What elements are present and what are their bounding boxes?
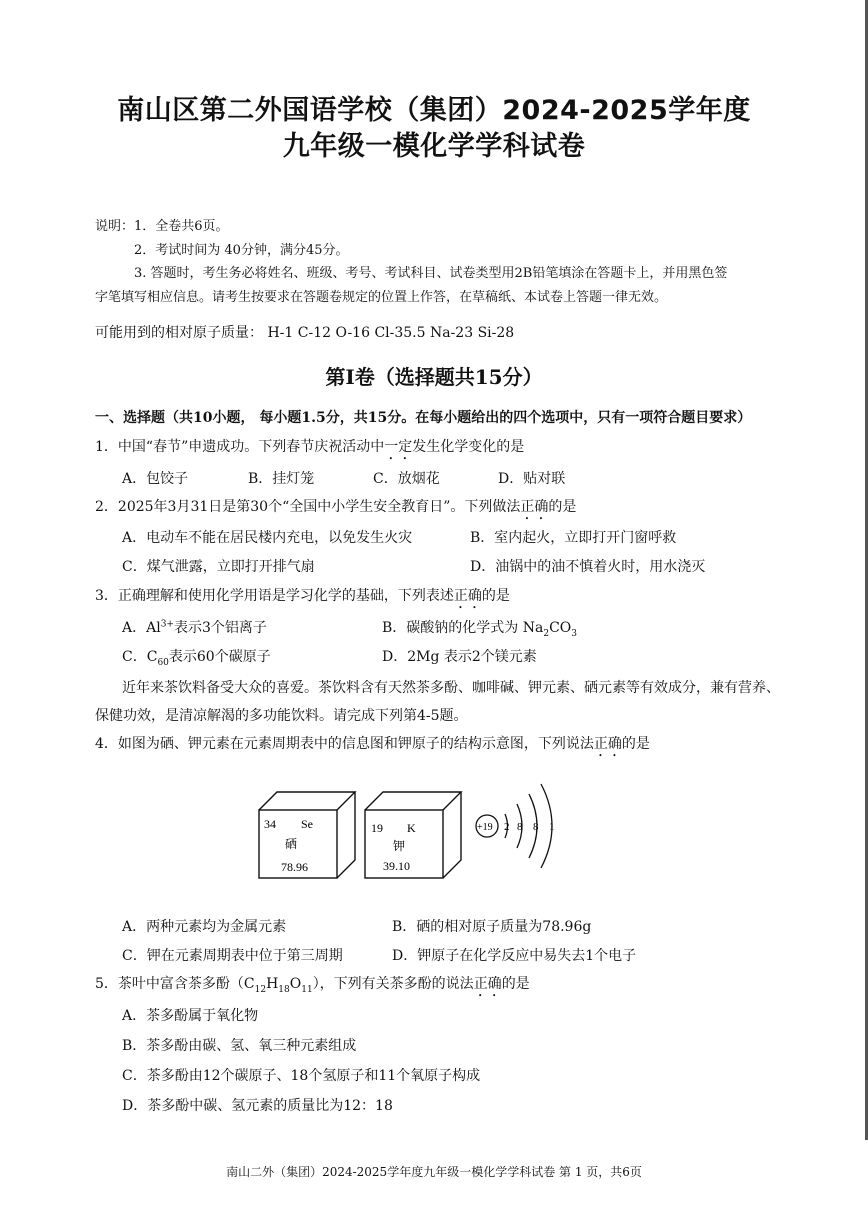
question-1-option-b: B．挂灯笼 bbox=[248, 471, 315, 487]
potassium-cell bbox=[365, 792, 461, 878]
note-2: 2．考试时间为 40分钟，满分45分。 bbox=[134, 243, 349, 258]
k-symbol: K bbox=[407, 821, 416, 835]
question-3-option-d: D．2Mg 表示2个镁元素 bbox=[382, 649, 537, 665]
passage-line-1: 近年来茶饮料备受大众的喜爱。茶饮料含有天然茶多酚、咖啡碱、钾元素、硒元素等有效成分，兼有营养、 bbox=[122, 680, 780, 696]
note-3b: 字笔填写相应信息。请考生按要求在答题卷规定的位置上作答，在草稿纸、本试卷上答题一律无效。 bbox=[95, 290, 668, 305]
question-4-option-c: C．钾在元素周期表中位于第三周期 bbox=[122, 948, 343, 964]
shell-3-electrons: 8 bbox=[533, 821, 539, 833]
question-3-option-a: A．$Al^{3+}$表示3个铝离子 bbox=[122, 619, 267, 636]
question-5-stem: 5．茶叶中富含茶多酚$(C_{12}H_{18}O_{11})$，下列有关茶多酚的说法正确的是 bbox=[95, 976, 530, 995]
passage-line-2: 保健功效，是清凉解渴的多功能饮料。请完成下列第4-5题。 bbox=[95, 708, 468, 724]
se-atomic-number: 34 bbox=[264, 817, 276, 831]
question-3-option-b: B．碳酸钠的化学式为 $Na_2CO_3$ bbox=[382, 620, 578, 639]
k-atomic-number: 19 bbox=[371, 821, 383, 835]
se-mass: 78.96 bbox=[281, 860, 308, 874]
question-4-option-d: D．钾原子在化学反应中易失去1个电子 bbox=[392, 948, 637, 964]
shell-4-electrons: 1 bbox=[549, 821, 555, 833]
question-2-option-c: C．煤气泄露，立即打开排气扇 bbox=[122, 559, 315, 575]
question-2-option-b: B．室内起火，立即打开门窗呼救 bbox=[470, 530, 677, 546]
question-2-option-d: D．油锅中的油不慎着火时，用水浇灭 bbox=[470, 559, 706, 575]
question-1-option-d: D．贴对联 bbox=[498, 471, 566, 487]
question-5-option-a: A．茶多酚属于氧化物 bbox=[122, 1008, 259, 1024]
section-title: 第Ⅰ卷（选择题共15分） bbox=[325, 365, 543, 389]
page-footer: 南山二外（集团）2024-2025学年度九年级一模化学学科试卷 第 1 页，共6页 bbox=[226, 1165, 642, 1179]
note-3a: 3. 答题时，考生务必将姓名、班级、考号、考试科目、试卷类型用2B铅笔填涂在答题卡上，并用黑色签 bbox=[134, 266, 728, 281]
nucleus-charge: +19 bbox=[477, 822, 493, 833]
question-5-option-c: C．茶多酚由12个碳原子、18个氢原子和11个氧原子构成 bbox=[122, 1068, 481, 1084]
exam-title-line2: 九年级一模化学学科试卷 bbox=[282, 131, 586, 162]
question-4-stem: 4．如图为硒、钾元素在元素周期表中的信息图和钾原子的结构示意图，下列说法正确的是 bbox=[95, 736, 650, 752]
se-name: 硒 bbox=[285, 837, 298, 851]
shell-1-electrons: 2 bbox=[504, 821, 510, 833]
se-symbol: Se bbox=[301, 817, 313, 831]
question-2-option-a: A．电动车不能在居民楼内充电，以免发生火灾 bbox=[122, 530, 413, 546]
element-info-figure bbox=[255, 770, 575, 890]
question-2-stem: 2．2025年3月31日是第30个“全国中小学生安全教育日”。下列做法正确的是 bbox=[95, 499, 577, 515]
question-1-stem: 1．中国“春节”申遗成功。下列春节庆祝活动中一定发生化学变化的是 bbox=[95, 439, 525, 455]
k-mass: 39.10 bbox=[383, 859, 410, 873]
question-1-option-a: A．包饺子 bbox=[122, 471, 189, 487]
question-1-option-c: C．放烟花 bbox=[373, 471, 440, 487]
question-4-option-a: A．两种元素均为金属元素 bbox=[122, 919, 287, 935]
part-heading: 一、选择题（共10小题， 每小题1.5分，共15分。在每小题给出的四个选项中，只有一项符合题目要求） bbox=[95, 410, 752, 426]
question-5-option-b: B．茶多酚由碳、氢、氧三种元素组成 bbox=[122, 1038, 357, 1054]
question-4-option-b: B．硒的相对原子质量为78.96g bbox=[392, 919, 592, 935]
k-name: 钾 bbox=[393, 839, 406, 853]
question-3-option-c: C．$C_{60}$表示60个碳原子 bbox=[122, 649, 271, 668]
exam-title-line1: 南山区第二外国语学校（集团）2024-2025学年度 bbox=[117, 95, 751, 126]
question-3-stem: 3．正确理解和使用化学用语是学习化学的基础，下列表述正确的是 bbox=[95, 588, 510, 604]
question-5-option-d: D．茶多酚中碳、氢元素的质量比为12：18 bbox=[122, 1098, 393, 1114]
shell-2-electrons: 8 bbox=[517, 821, 523, 833]
atomic-mass-line: 可能用到的相对原子质量： H-1 C-12 O-16 Cl-35.5 Na-23 Si-28 bbox=[95, 325, 515, 341]
note-1: 说明：1．全卷共6页。 bbox=[95, 219, 229, 234]
